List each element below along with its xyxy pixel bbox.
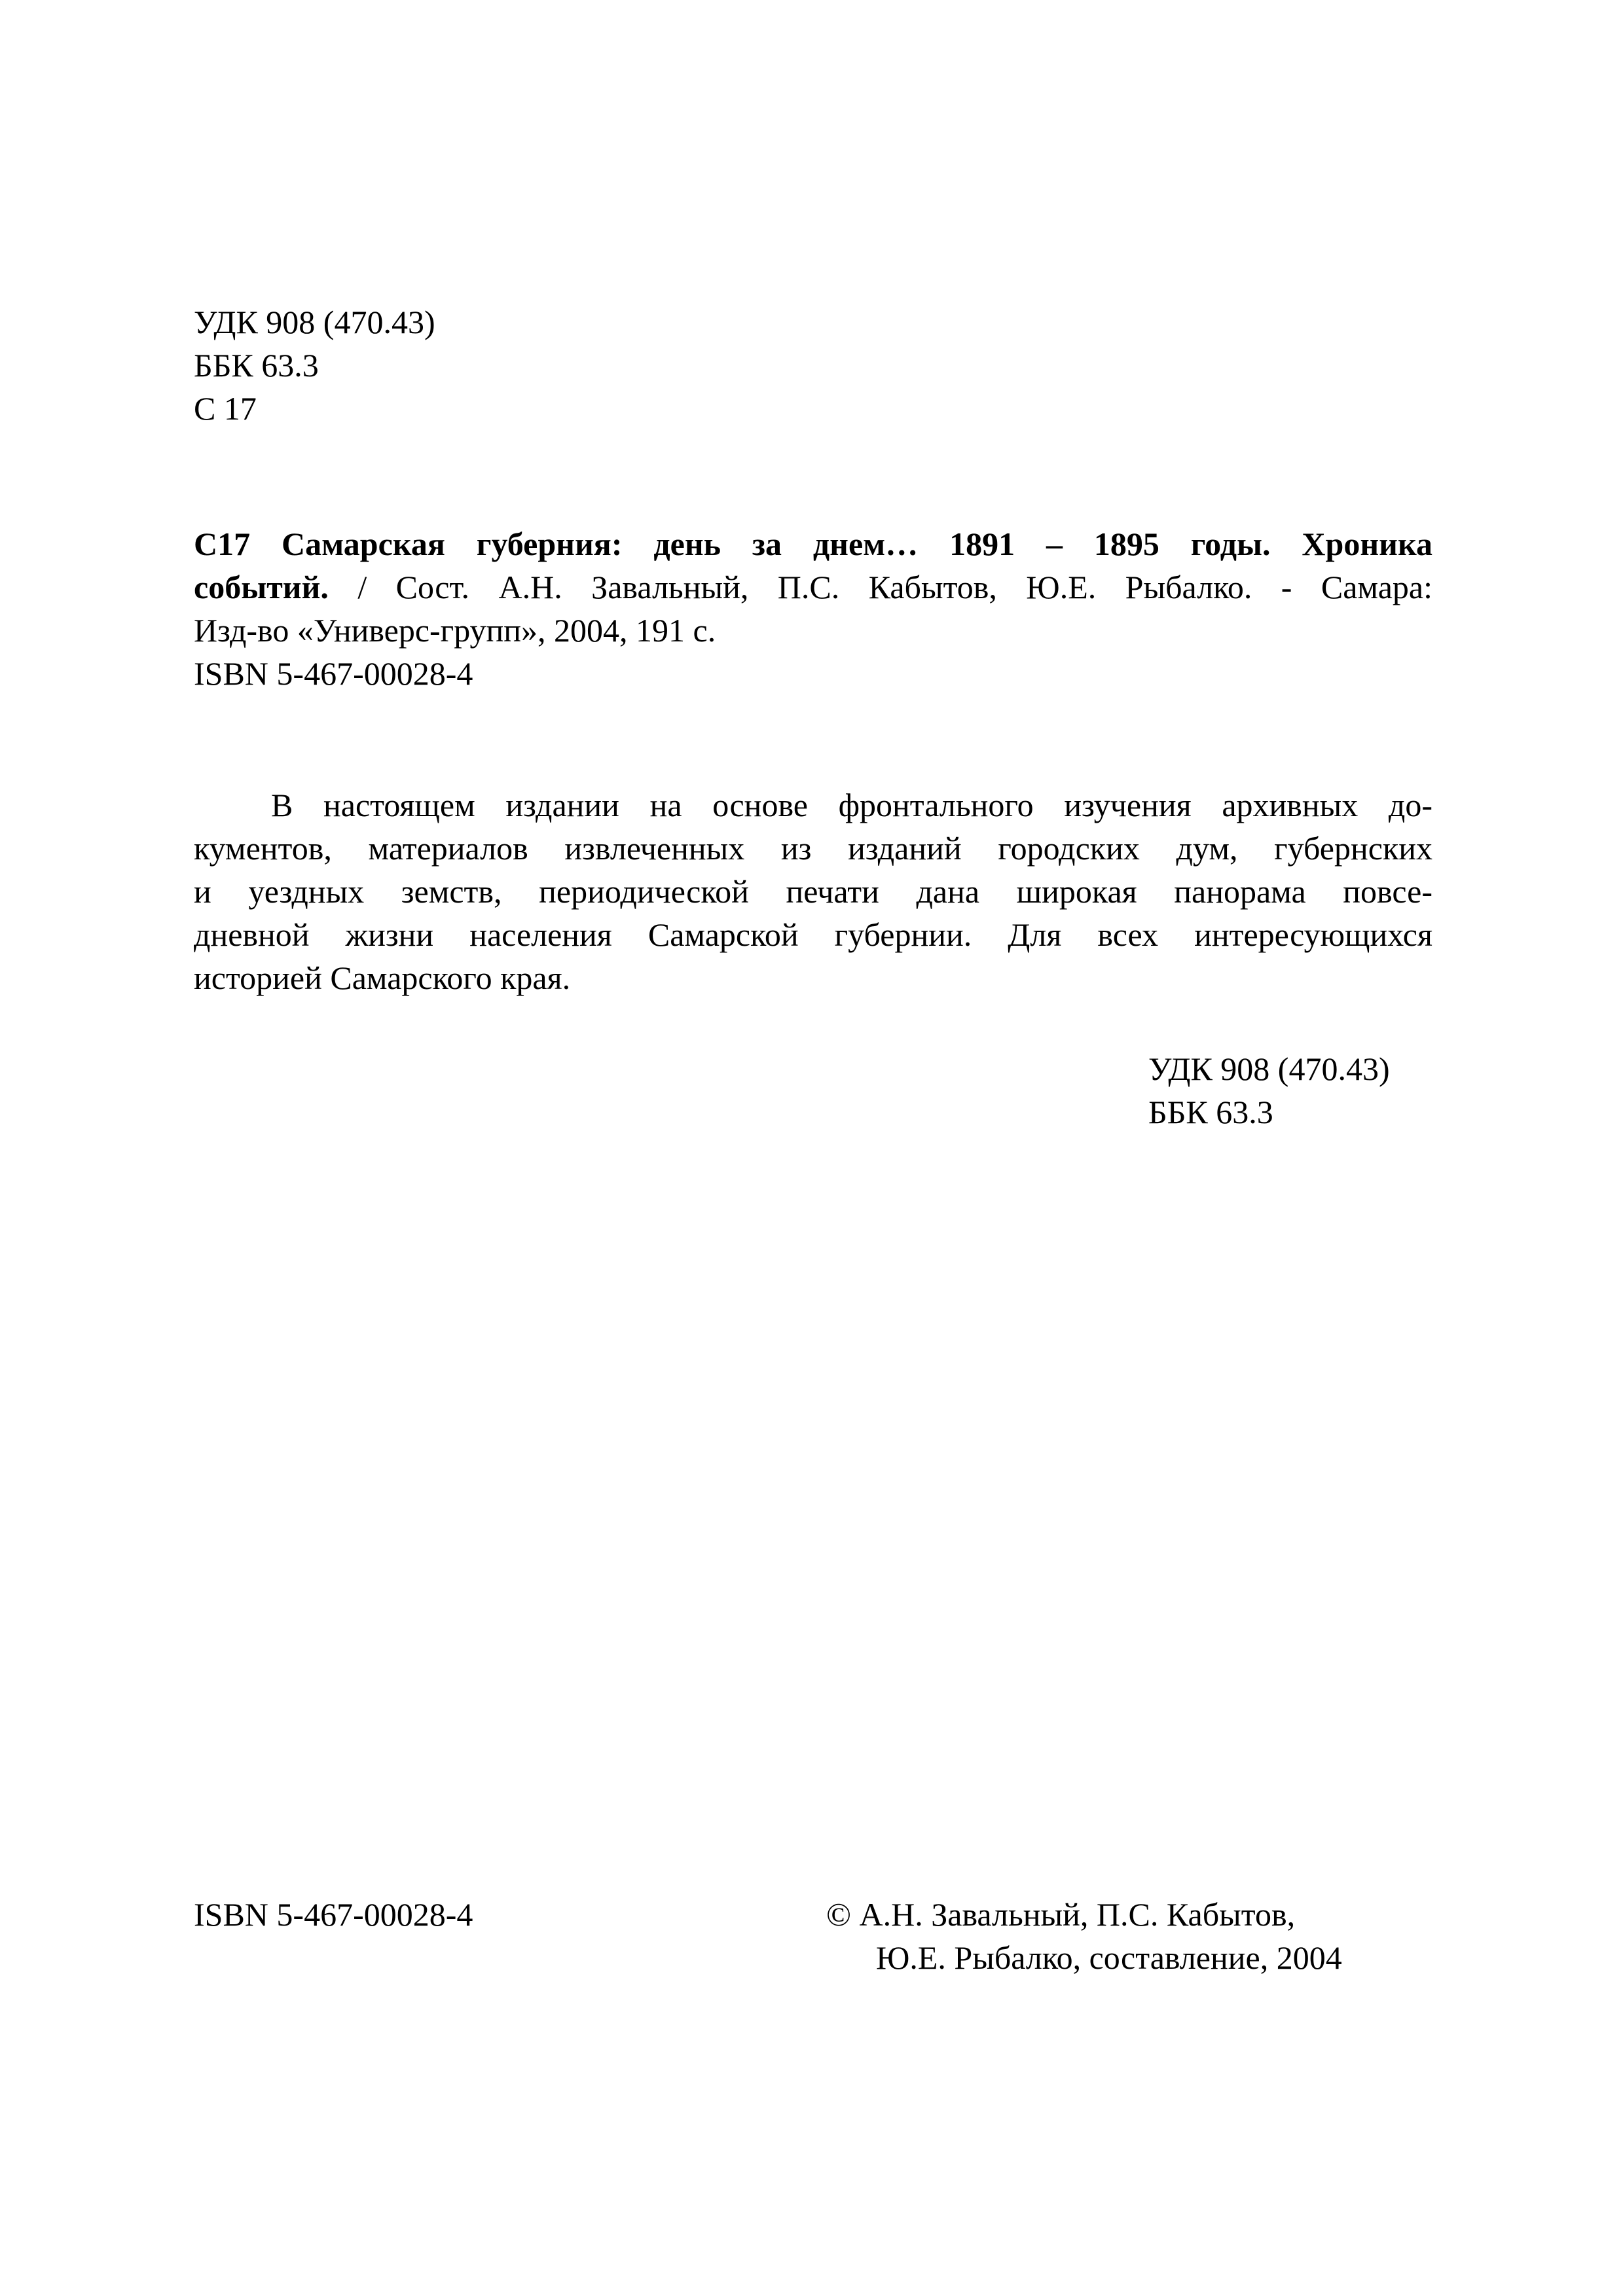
footer-isbn-text: ISBN 5-467-00028-4 (194, 1896, 473, 1933)
annotation-line: и уездных земств, периодической печати дана широкая панорама повсе- (194, 873, 1432, 910)
annotation-line: дневной жизни населения Самарской губернии. Для всех интересующихся (194, 916, 1432, 953)
classification-right-block (1148, 1047, 1390, 1134)
annotation-line: историей Самарского края. (194, 960, 571, 996)
udk-code: УДК 908 (470.43) (194, 304, 435, 340)
copyright-block (826, 1893, 1342, 1979)
annotation-paragraph (194, 783, 1432, 999)
classification-block (194, 300, 435, 430)
bib-publisher: Изд-во «Универс-групп», 2004, 191 с. (194, 612, 716, 649)
copyright-line: © А.Н. Завальный, П.С. Кабытов, (826, 1896, 1296, 1933)
annotation-line: кументов, материалов извлеченных из изданий городских дум, губернских (194, 830, 1432, 867)
footer-isbn (194, 1893, 473, 1936)
bib-isbn: ISBN 5-467-00028-4 (194, 655, 473, 692)
bib-authors: / Сост. А.Н. Завальный, П.С. Кабытов, Ю.Е. Рыбалко. - Самара: (328, 569, 1432, 605)
bib-title: С17 Самарская губерния: день за днем… 1891 – 1895 годы. Хроника (194, 526, 1432, 562)
annotation-line: В настоящем издании на основе фронтального изучения архивных до- (271, 787, 1432, 823)
bib-title-end: событий. (194, 569, 329, 605)
copyright-line: Ю.Е. Рыбалко, составление, 2004 (876, 1939, 1342, 1976)
bib-title-line (194, 522, 1432, 565)
bib-authors-line (194, 565, 1432, 609)
bbk-code-right: ББК 63.3 (1148, 1094, 1273, 1130)
author-mark: С 17 (194, 390, 257, 427)
bibliographic-entry (194, 522, 1432, 695)
bbk-code: ББК 63.3 (194, 347, 319, 384)
udk-code-right: УДК 908 (470.43) (1148, 1050, 1390, 1087)
